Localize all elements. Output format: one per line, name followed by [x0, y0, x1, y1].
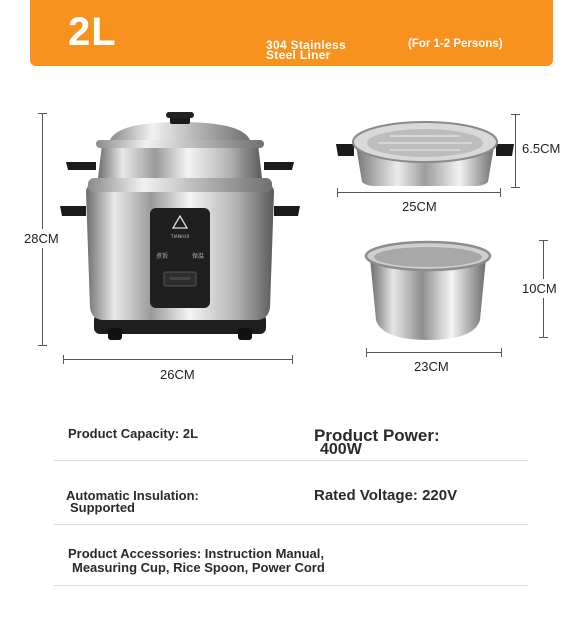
spec-accessories-line1: Product Accessories: Instruction Manual,	[68, 546, 324, 561]
spec-power-value: 400W	[320, 441, 362, 458]
steamer-height-tick-bottom	[511, 187, 520, 188]
header-banner	[30, 0, 553, 66]
steamer-width-label: 25CM	[402, 199, 437, 214]
spec-power-label: Product Power:	[314, 426, 440, 445]
persons-caption: (For 1-2 Persons)	[408, 38, 503, 50]
pot-height-tick-top	[539, 240, 548, 241]
spec-capacity: Product Capacity: 2L	[68, 426, 199, 441]
width-label: 26CM	[160, 367, 195, 382]
width-dimension-tick-left	[63, 355, 64, 364]
pot-height-label: 10CM	[522, 281, 557, 296]
width-dimension-tick-right	[292, 355, 293, 364]
steamer-height-label: 6.5CM	[522, 141, 561, 156]
steamer-width-tick-right	[500, 188, 501, 197]
steamer-height-tick-top	[511, 114, 520, 115]
steamer-tray-image	[334, 112, 516, 188]
cook-button-label: 煮饭	[155, 253, 169, 260]
pot-width-tick-left	[366, 348, 367, 357]
warm-button-label: 保温	[191, 253, 205, 260]
spec-insulation-value: Supported	[70, 500, 135, 515]
height-label: 28CM	[24, 231, 59, 246]
pot-height-tick-bottom	[539, 337, 548, 338]
spec-insulation-label: Automatic Insulation:	[66, 488, 199, 503]
inner-pot-image	[362, 240, 494, 344]
divider-2	[54, 524, 528, 525]
rice-cooker-image	[56, 108, 306, 344]
spec-accessories-line2: Measuring Cup, Rice Spoon, Power Cord	[72, 560, 325, 575]
pot-width-dimension-line	[366, 352, 502, 353]
divider-1	[54, 460, 528, 461]
pot-width-tick-right	[501, 348, 502, 357]
liner-caption: 304 Stainless Steel Liner	[266, 38, 346, 62]
height-dimension-tick-top	[38, 113, 47, 114]
spec-voltage: Rated Voltage: 220V	[314, 487, 458, 504]
steamer-width-dimension-line	[337, 192, 501, 193]
width-dimension-line	[63, 359, 293, 360]
pot-width-label: 23CM	[414, 359, 449, 374]
steamer-width-tick-left	[337, 188, 338, 197]
capacity-title: 2L	[68, 10, 117, 54]
divider-3	[54, 585, 528, 586]
svg-text:TIANHUI: TIANHUI	[170, 235, 190, 240]
height-dimension-tick-bottom	[38, 345, 47, 346]
steamer-height-dimension-line	[515, 114, 516, 187]
